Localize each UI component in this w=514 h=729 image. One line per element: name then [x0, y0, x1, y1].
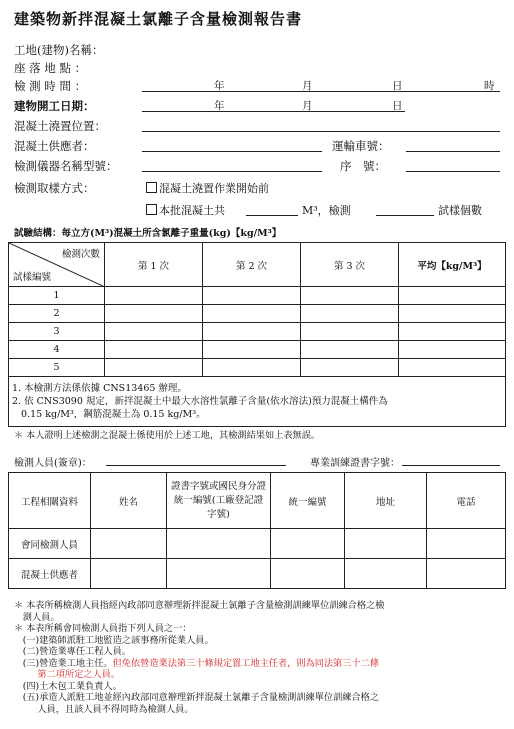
pour-position-field[interactable]	[142, 118, 500, 132]
header-test-1: 第 1 次	[105, 243, 203, 287]
table-row	[9, 323, 506, 341]
result-cell[interactable]	[399, 341, 506, 359]
header-unified-number: 統一編號	[271, 473, 345, 529]
sampling-label: 檢測取樣方式：	[14, 181, 95, 195]
inspector-signature-field[interactable]	[106, 454, 286, 466]
result-cell[interactable]	[399, 305, 506, 323]
result-cell[interactable]	[399, 323, 506, 341]
footer-text: (三)營造業工地主任。	[14, 657, 113, 669]
personnel-cell[interactable]	[427, 529, 506, 559]
start-day-unit: 日	[392, 100, 403, 112]
footer-text: (四)土木包工業負責人。	[14, 680, 122, 692]
footer-text: 測人員。	[14, 611, 60, 623]
personnel-cell[interactable]	[427, 559, 506, 589]
supplier-field[interactable]	[142, 138, 322, 152]
corner-bottom-label: 試樣編號	[13, 272, 52, 283]
personnel-cell[interactable]	[271, 559, 345, 589]
results-table	[8, 242, 506, 427]
footer-text: (二)營造業專任工程人員。	[14, 646, 131, 657]
start-year-unit: 年	[214, 100, 225, 112]
serial-no-field[interactable]	[406, 158, 500, 172]
sampling-option-1[interactable]	[146, 180, 269, 196]
supplier-row	[14, 138, 500, 154]
table-row	[9, 287, 506, 305]
row-label-joint-inspector: 會同檢測人員	[9, 529, 91, 559]
truck-no-label: 運輸車號：	[332, 139, 390, 153]
sample-count-field[interactable]	[376, 202, 434, 216]
site-name-label: 工地(建物)名稱：	[14, 43, 104, 57]
year-unit: 年	[214, 80, 225, 92]
option-2-unit: M³，檢測	[302, 204, 351, 217]
sample-no: 2	[9, 305, 105, 323]
header-id-number: 證書字號或國民身分證統一編號(工廠登記證字號)	[167, 473, 271, 529]
pour-position-row	[14, 118, 500, 134]
table-row	[9, 359, 506, 377]
start-date-field[interactable]	[142, 98, 405, 112]
sampling-row	[14, 180, 500, 196]
sampling-option-2[interactable]	[146, 202, 225, 218]
header-test-2: 第 2 次	[203, 243, 301, 287]
personnel-cell[interactable]	[345, 529, 427, 559]
pour-position-label: 混凝土澆置位置：	[14, 119, 106, 133]
header-average: 平均【kg/M³】	[399, 243, 506, 287]
truck-no-field[interactable]	[406, 138, 500, 152]
checkbox-option-2[interactable]	[146, 204, 157, 215]
footer-text: 人員，且該人員不得同時為檢測人員。	[14, 703, 194, 715]
note-3: 0.15 kg/M³，鋼筋混凝土為 0.15 kg/M³。	[12, 409, 206, 420]
option-2-prefix: 本批混凝土共	[159, 204, 225, 217]
result-cell[interactable]	[399, 359, 506, 377]
table-row	[9, 559, 506, 589]
footer-line	[14, 635, 504, 647]
test-time-field[interactable]	[142, 78, 500, 92]
personnel-cell[interactable]	[271, 529, 345, 559]
footer-line	[14, 658, 504, 670]
cert-number-field[interactable]	[402, 454, 500, 466]
month-unit: 月	[302, 80, 313, 92]
checkbox-option-1[interactable]	[146, 182, 157, 193]
header-address: 地址	[345, 473, 427, 529]
result-cell[interactable]	[203, 323, 301, 341]
footer-text: ＊ 本表所稱檢測人員指經內政部同意辦理新拌混凝土氯離子含量檢測訓練單位訓練合格之檢	[14, 600, 385, 611]
result-cell[interactable]	[105, 287, 203, 305]
sample-no: 5	[9, 359, 105, 377]
header-phone: 電話	[427, 473, 506, 529]
note-1: 1. 本檢測方法係依據 CNS13465 辦理。	[12, 383, 187, 394]
footer-line	[14, 623, 504, 635]
footer-text: (一)建築師派駐工地監造之該事務所從業人員。	[14, 634, 214, 646]
hour-unit: 時	[484, 80, 495, 92]
volume-field[interactable]	[246, 202, 298, 216]
inspector-label: 檢測人員(簽章)：	[14, 458, 92, 469]
personnel-cell[interactable]	[91, 529, 167, 559]
footer-notes	[14, 600, 504, 715]
instrument-field[interactable]	[142, 158, 322, 172]
personnel-cell[interactable]	[167, 559, 271, 589]
document-title: 建築物新拌混凝土氯離子含量檢測報告書	[14, 10, 303, 28]
result-cell[interactable]	[203, 305, 301, 323]
certify-statement: ＊ 本人證明上述檢測之混凝土係使用於上述工地，其檢測結果如上表無誤。	[14, 430, 321, 441]
footer-line	[14, 612, 504, 624]
footer-line	[14, 600, 504, 612]
header-name: 姓名	[91, 473, 167, 529]
personnel-cell[interactable]	[345, 559, 427, 589]
result-cell[interactable]	[203, 287, 301, 305]
result-cell[interactable]	[105, 341, 203, 359]
serial-no-label: 序 號：	[340, 159, 386, 173]
instrument-row	[14, 158, 500, 174]
instrument-label: 檢測儀器名稱型號：	[14, 159, 118, 173]
personnel-cell[interactable]	[91, 559, 167, 589]
header-test-3: 第 3 次	[301, 243, 399, 287]
row-label-supplier: 混凝土供應者	[9, 559, 91, 589]
header-project-info: 工程相關資料	[9, 473, 91, 529]
result-cell[interactable]	[203, 341, 301, 359]
footer-text	[14, 669, 37, 680]
cert-label: 專業訓練證書字號：	[310, 458, 400, 469]
option-1-label: 混凝土澆置作業開始前	[159, 182, 269, 195]
start-month-unit: 月	[302, 100, 313, 112]
result-cell[interactable]	[105, 323, 203, 341]
test-time-label: 檢 測 時 間 ：	[14, 79, 87, 93]
option-2-suffix: 試樣個數	[438, 204, 482, 217]
corner-header-cell	[9, 243, 105, 287]
personnel-cell[interactable]	[167, 529, 271, 559]
footer-text: ＊ 本表所稱會同檢測人員指下列人員之一：	[14, 623, 192, 634]
footer-line	[14, 669, 504, 681]
result-cell[interactable]	[203, 359, 301, 377]
note-2: 2. 依 CNS3090 規定，新拌混凝土中最大水溶性氯離子含量(依水溶法)預力混凝土構件為	[12, 396, 388, 407]
notes-cell	[9, 377, 506, 427]
personnel-table	[8, 472, 506, 589]
footer-line	[14, 692, 504, 704]
sample-no: 4	[9, 341, 105, 359]
table-row	[9, 305, 506, 323]
footer-line	[14, 681, 504, 693]
result-cell[interactable]	[301, 287, 399, 305]
corner-top-label: 檢測次數	[61, 249, 100, 260]
day-unit: 日	[392, 80, 403, 92]
result-cell[interactable]	[301, 305, 399, 323]
supplier-label: 混凝土供應者：	[14, 139, 95, 153]
sample-no: 1	[9, 287, 105, 305]
sampling-row-2	[14, 202, 500, 218]
start-date-row	[14, 98, 500, 114]
location-row	[14, 60, 500, 76]
footer-red-text: 但免依營造業法第三十條規定置工地主任者，則為同法第三十二條	[112, 657, 380, 669]
results-caption: 試驗結構：每立方(M³)混凝土所含氯離子重量(kg)【kg/M³】	[14, 228, 282, 239]
test-time-row	[14, 78, 500, 94]
footer-line	[14, 646, 504, 658]
table-row	[9, 341, 506, 359]
site-name-row	[14, 42, 500, 58]
location-label: 座 落 地 點 ：	[14, 61, 87, 75]
result-cell[interactable]	[301, 341, 399, 359]
result-cell[interactable]	[105, 359, 203, 377]
signature-row	[14, 454, 500, 470]
sample-no: 3	[9, 323, 105, 341]
result-cell[interactable]	[399, 287, 506, 305]
start-date-label: 建物開工日期：	[14, 99, 95, 113]
result-cell[interactable]	[301, 323, 399, 341]
table-row	[9, 529, 506, 559]
footer-line	[14, 704, 504, 716]
result-cell[interactable]	[301, 359, 399, 377]
footer-red-text: 第二項所定之人員。	[37, 669, 121, 680]
footer-text: (五)承造人派駐工地並經內政部同意辦理新拌混凝土氯離子含量檢測訓練單位訓練合格之	[14, 692, 380, 703]
result-cell[interactable]	[105, 305, 203, 323]
